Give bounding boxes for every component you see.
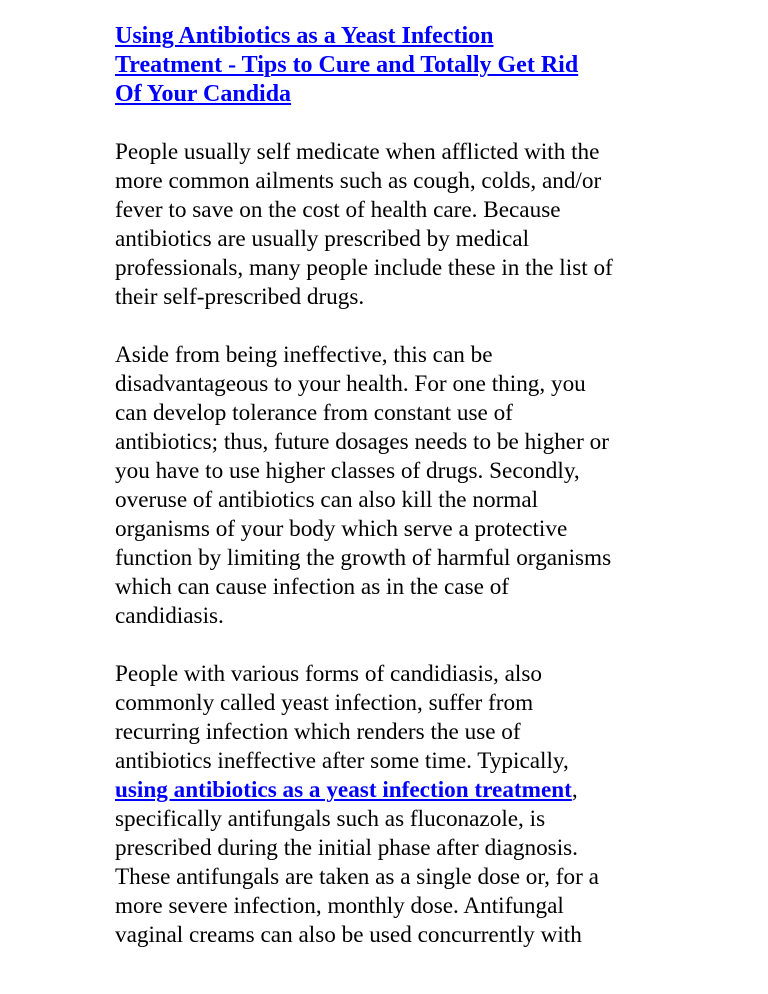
paragraph-2-line: antibiotics; thus, future dosages needs to be higher or [115, 429, 609, 455]
paragraph-2-line: can develop tolerance from constant use of [115, 400, 513, 426]
paragraph-2-line: candidiasis. [115, 603, 224, 629]
paragraph-3-line: more severe infection, monthly dose. Antifungal [115, 893, 564, 919]
paragraph-3-line: prescribed during the initial phase after diagnosis. [115, 835, 578, 861]
paragraph-2-line: Aside from being ineffective, this can be [115, 342, 493, 368]
paragraph-2-line: organisms of your body which serve a protective [115, 516, 568, 542]
paragraph-1 [115, 138, 660, 312]
paragraph-1-line: their self-prescribed drugs. [115, 284, 365, 310]
paragraph-3-link-line [115, 776, 660, 805]
paragraph-1-line: People usually self medicate when afflicted with the [115, 139, 600, 165]
paragraph-2-line: you have to use higher classes of drugs. Secondly, [115, 458, 580, 484]
paragraph-3-line: antibiotics ineffective after some time. Typically, [115, 748, 569, 774]
paragraph-1-line: fever to save on the cost of health care. Because [115, 197, 561, 223]
paragraph-1-line: professionals, many people include these in the list of [115, 255, 613, 281]
paragraph-2-line: overuse of antibiotics can also kill the normal [115, 487, 539, 513]
paragraph-1-line: antibiotics are usually prescribed by medical [115, 226, 530, 252]
paragraph-3-line: commonly called yeast infection, suffer from [115, 690, 534, 716]
antibiotics-treatment-link[interactable]: using antibiotics as a yeast infection treatment [115, 777, 572, 803]
title-line-3: Of Your Candida [115, 81, 292, 107]
title-line-1: Using Antibiotics as a Yeast Infection [115, 23, 494, 49]
paragraph-3-line: recurring infection which renders the use of [115, 719, 521, 745]
paragraph-1-line: more common ailments such as cough, colds, and/or [115, 168, 602, 194]
paragraph-3-line: People with various forms of candidiasis, also [115, 661, 542, 687]
title-line-2: Treatment - Tips to Cure and Totally Get Rid [115, 52, 579, 78]
document-page [115, 22, 660, 950]
link-trailing-comma: , [571, 777, 578, 803]
paragraph-3 [115, 660, 660, 950]
paragraph-3-line: These antifungals are taken as a single dose or, for a [115, 864, 599, 890]
paragraph-2-line: disadvantageous to your health. For one thing, you [115, 371, 586, 397]
paragraph-2 [115, 341, 660, 631]
paragraph-2-line: function by limiting the growth of harmful organisms [115, 545, 612, 571]
paragraph-2-line: which can cause infection as in the case of [115, 574, 510, 600]
paragraph-3-line: vaginal creams can also be used concurrently with [115, 922, 582, 948]
document-title [115, 22, 660, 109]
paragraph-3-line: specifically antifungals such as fluconazole, is [115, 806, 546, 832]
